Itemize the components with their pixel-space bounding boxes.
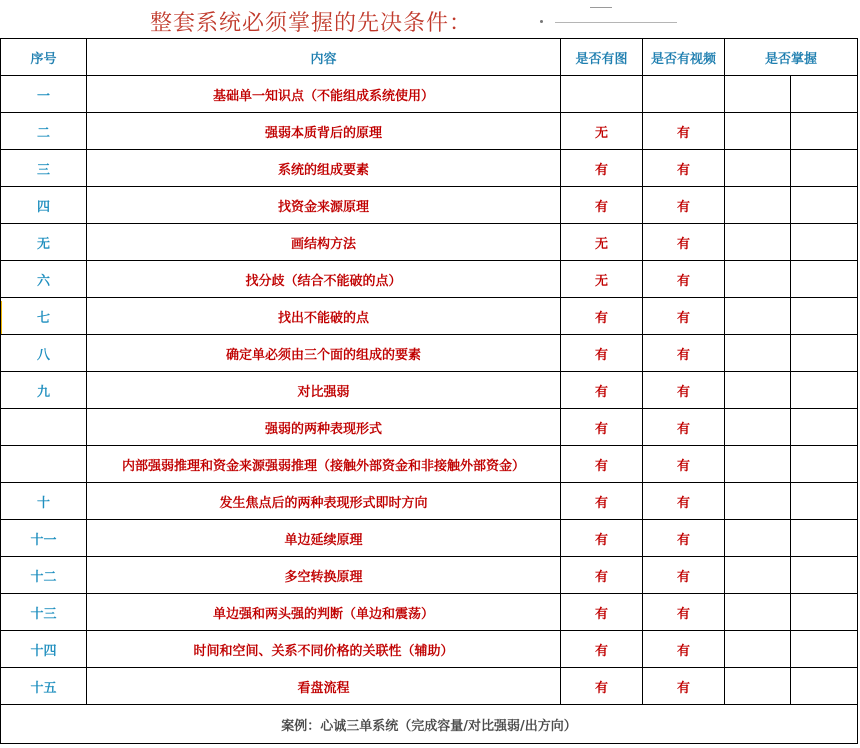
row-mastered-a: [725, 483, 791, 520]
row-mastered-b: [791, 631, 858, 668]
row-has-image: 有: [561, 631, 643, 668]
row-mastered-b: [791, 187, 858, 224]
row-has-image: [561, 76, 643, 113]
row-has-image: 有: [561, 298, 643, 335]
table-row: [1, 113, 858, 150]
row-mastered-b: [791, 483, 858, 520]
row-has-image: 有: [561, 483, 643, 520]
table-row: [1, 224, 858, 261]
header-content: 内容: [87, 39, 561, 76]
row-mastered-a: [725, 335, 791, 372]
table-row: [1, 520, 858, 557]
header-has-image: 是否有图: [561, 39, 643, 76]
row-mastered-b: [791, 594, 858, 631]
row-has-video: 有: [643, 483, 725, 520]
row-mastered-b: [791, 446, 858, 483]
row-has-image: 无: [561, 113, 643, 150]
header-mastered: 是否掌握: [725, 39, 858, 76]
row-mastered-b: [791, 150, 858, 187]
row-mastered-a: [725, 150, 791, 187]
row-content: 内部强弱推理和资金来源强弱推理（接触外部资金和非接触外部资金）: [87, 446, 561, 483]
row-number: 八: [1, 335, 87, 372]
row-mastered-b: [791, 335, 858, 372]
row-has-video: 有: [643, 113, 725, 150]
row-mastered-a: [725, 261, 791, 298]
row-has-image: 无: [561, 261, 643, 298]
row-number: 十一: [1, 520, 87, 557]
table-row: [1, 594, 858, 631]
row-content: 发生焦点后的两种表现形式即时方向: [87, 483, 561, 520]
row-content: 确定单必须由三个面的组成的要素: [87, 335, 561, 372]
row-number: 三: [1, 150, 87, 187]
case-footer: 案例：心诚三单系统（完成容量/对比强弱/出方向）: [1, 705, 858, 744]
table-row: [1, 409, 858, 446]
table-body: [1, 76, 858, 705]
row-mastered-b: [791, 76, 858, 113]
decorative-line: [590, 7, 612, 8]
row-content: 多空转换原理: [87, 557, 561, 594]
header-has-video: 是否有视频: [643, 39, 725, 76]
row-has-video: 有: [643, 409, 725, 446]
row-content: 基础单一知识点（不能组成系统使用）: [87, 76, 561, 113]
row-mastered-a: [725, 631, 791, 668]
row-number: 九: [1, 372, 87, 409]
row-mastered-a: [725, 187, 791, 224]
row-has-image: 有: [561, 520, 643, 557]
table-row: [1, 76, 858, 113]
row-has-video: 有: [643, 594, 725, 631]
row-has-video: 有: [643, 187, 725, 224]
row-mastered-b: [791, 372, 858, 409]
row-mastered-a: [725, 224, 791, 261]
row-number: 无: [1, 224, 87, 261]
row-has-image: 有: [561, 594, 643, 631]
row-has-video: 有: [643, 557, 725, 594]
row-mastered-b: [791, 113, 858, 150]
row-content: 画结构方法: [87, 224, 561, 261]
row-content: 时间和空间、关系不同价格的关联性（辅助）: [87, 631, 561, 668]
table-row: [1, 483, 858, 520]
table-row: [1, 557, 858, 594]
row-mastered-a: [725, 668, 791, 705]
header-number: 序号: [1, 39, 87, 76]
row-has-image: 有: [561, 668, 643, 705]
row-has-image: 有: [561, 446, 643, 483]
row-mastered-a: [725, 113, 791, 150]
row-number: 十三: [1, 594, 87, 631]
row-has-image: 有: [561, 557, 643, 594]
row-number: 十: [1, 483, 87, 520]
page-title: 整套系统必须掌握的先决条件：: [150, 11, 473, 36]
row-content: 对比强弱: [87, 372, 561, 409]
row-has-video: 有: [643, 150, 725, 187]
row-number: 六: [1, 261, 87, 298]
row-content: 找资金来源原理: [87, 187, 561, 224]
row-has-video: 有: [643, 335, 725, 372]
row-number: [1, 409, 87, 446]
row-has-video: 有: [643, 668, 725, 705]
row-content: 看盘流程: [87, 668, 561, 705]
table-row: [1, 631, 858, 668]
row-mastered-b: [791, 557, 858, 594]
row-content: 单边延续原理: [87, 520, 561, 557]
row-mastered-b: [791, 224, 858, 261]
row-mastered-a: [725, 372, 791, 409]
row-mastered-a: [725, 520, 791, 557]
row-has-video: 有: [643, 446, 725, 483]
row-mastered-a: [725, 298, 791, 335]
table-row: [1, 668, 858, 705]
footer-row: [1, 705, 858, 744]
row-number: [1, 446, 87, 483]
row-mastered-b: [791, 298, 858, 335]
row-mastered-b: [791, 409, 858, 446]
row-has-image: 无: [561, 224, 643, 261]
row-content: 单边强和两头强的判断（单边和震荡）: [87, 594, 561, 631]
row-has-video: 有: [643, 631, 725, 668]
row-mastered-a: [725, 557, 791, 594]
row-has-image: 有: [561, 150, 643, 187]
row-mastered-a: [725, 409, 791, 446]
row-mastered-a: [725, 446, 791, 483]
table-row: [1, 298, 858, 335]
row-content: 找分歧（结合不能破的点）: [87, 261, 561, 298]
row-has-video: 有: [643, 372, 725, 409]
row-number: 十二: [1, 557, 87, 594]
prerequisites-table: [0, 38, 858, 744]
decorative-dot: [540, 20, 543, 23]
table-header-row: [1, 39, 858, 76]
table-row: [1, 446, 858, 483]
row-number: 十五: [1, 668, 87, 705]
row-content: 强弱的两种表现形式: [87, 409, 561, 446]
table-row: [1, 372, 858, 409]
row-has-image: 有: [561, 372, 643, 409]
table-row: [1, 335, 858, 372]
row-has-image: 有: [561, 335, 643, 372]
row-number: 十四: [1, 631, 87, 668]
row-number: 一: [1, 76, 87, 113]
table-row: [1, 150, 858, 187]
row-number: 四: [1, 187, 87, 224]
row-number: 二: [1, 113, 87, 150]
row-mastered-b: [791, 261, 858, 298]
row-has-image: 有: [561, 187, 643, 224]
decorative-line: [555, 22, 677, 23]
row-number: 七: [1, 298, 87, 335]
row-mastered-a: [725, 594, 791, 631]
row-has-video: [643, 76, 725, 113]
row-has-video: 有: [643, 261, 725, 298]
row-has-video: 有: [643, 520, 725, 557]
row-has-video: 有: [643, 298, 725, 335]
title-bar: [0, 0, 860, 38]
table-row: [1, 187, 858, 224]
row-content: 系统的组成要素: [87, 150, 561, 187]
row-content: 强弱本质背后的原理: [87, 113, 561, 150]
row-has-video: 有: [643, 224, 725, 261]
row-mastered-a: [725, 76, 791, 113]
row-mastered-b: [791, 668, 858, 705]
row-has-image: 有: [561, 409, 643, 446]
row-mastered-b: [791, 520, 858, 557]
table-row: [1, 261, 858, 298]
row-content: 找出不能破的点: [87, 298, 561, 335]
